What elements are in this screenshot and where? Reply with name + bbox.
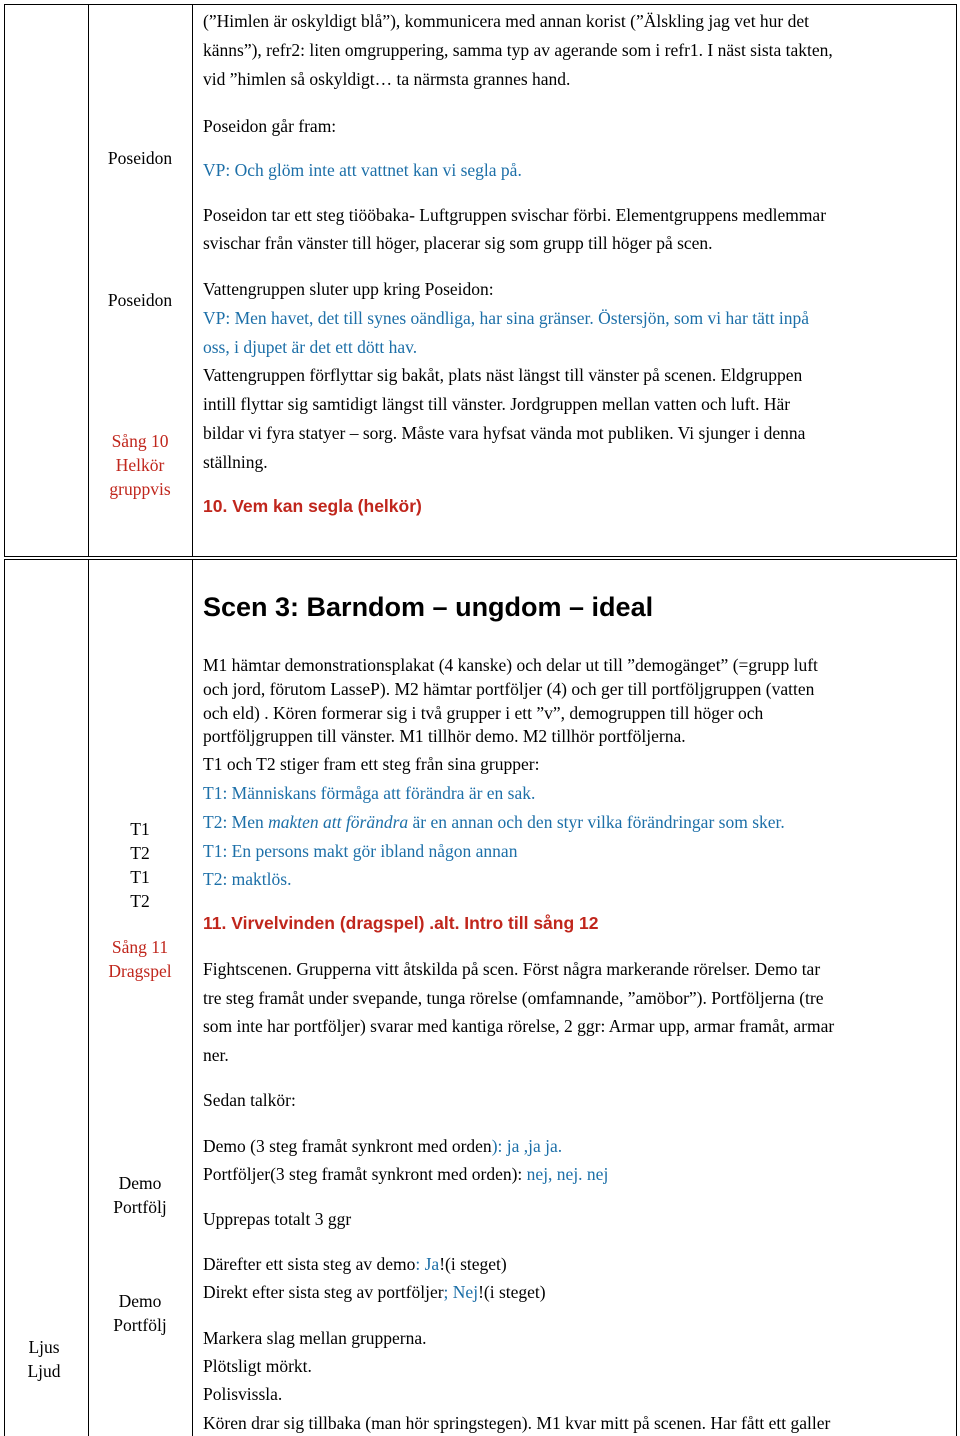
stage-direction: Poseidon tar ett steg tiööbaka- Luftgruppen svischar förbi. Elementgruppens medlemmar — [203, 205, 827, 225]
dialogue-text: T2: Men — [203, 812, 269, 832]
chant-text: Demo (3 steg framåt synkront med orden — [203, 1136, 492, 1156]
speaker-label: Poseidon — [107, 290, 173, 310]
stage-direction: Vattengruppen förflyttar sig bakåt, plats näst längst till vänster på scenen. Eldgruppen — [203, 365, 803, 385]
speaker-label: Demo — [118, 1173, 162, 1193]
stage-direction: M1 hämtar demonstrationsplakat (4 kanske) och delar ut till ”demogänget” (=grupp luft — [203, 655, 818, 675]
speaker-label: T1 — [130, 819, 150, 839]
stage-direction: intill flyttar sig samtidigt längst till vänster. Jordgruppen mellan vatten och luft. Här — [203, 394, 791, 414]
chant-text: Portföljer(3 steg framåt synkront med orden): — [203, 1164, 527, 1184]
column-divider-2 — [192, 4, 193, 557]
dialogue-line: T1: Människans förmåga att förändra är en sak. — [203, 783, 536, 803]
speaker-label: Portfölj — [113, 1197, 167, 1217]
stage-direction: tre steg framåt under svepande, tunga rörelse (omfamnande, ”amöbor”). Portföljerna (tre — [203, 988, 824, 1008]
stage-direction: Kören drar sig tillbaka (man hör springstegen). M1 kvar mitt på scenen. Har fått ett galler — [203, 1413, 831, 1433]
tech-label: Ljus — [28, 1337, 60, 1357]
song-label: gruppvis — [109, 479, 171, 499]
chant-text: Direkt efter sista steg av portföljer — [203, 1282, 444, 1302]
stage-direction: svischar från vänster till höger, placerar sig som grupp till höger på scen. — [203, 233, 713, 253]
stage-direction: och eld) . Kören formerar sig i två grupper i ett ”v”, demogruppen till höger och — [203, 703, 764, 723]
table-border-right-1 — [956, 4, 957, 557]
song-label: Dragspel — [108, 961, 172, 981]
dialogue-line: VP: Men havet, det till synes oändliga, har sina gränser. Östersjön, som vi har tätt inpå — [203, 308, 810, 328]
column-divider-4 — [192, 559, 193, 1436]
dialogue-emphasis: makten att förändra — [268, 812, 409, 832]
song-title: 11. Virvelvinden (dragspel) .alt. Intro till sång 12 — [203, 913, 599, 933]
table-border-left-1 — [4, 4, 5, 557]
stage-direction: Markera slag mellan grupperna. — [203, 1328, 427, 1348]
song-title: 10. Vem kan segla (helkör) — [203, 496, 422, 516]
stage-direction: Vattengruppen sluter upp kring Poseidon: — [203, 279, 494, 299]
chant-line — [203, 1280, 546, 1304]
tech-label: Ljud — [27, 1361, 61, 1381]
chant-words: nej, nej. nej — [526, 1164, 609, 1184]
stage-direction: ställning. — [203, 452, 268, 472]
chant-line — [203, 1252, 507, 1276]
stage-direction: vid ”himlen så oskyldigt… ta närmsta grannes hand. — [203, 69, 571, 89]
stage-direction: (”Himlen är oskyldigt blå”), kommunicera med annan korist (”Älskling jag vet hur det — [203, 11, 810, 31]
table-border-left-2 — [4, 559, 5, 1436]
chant-line — [203, 1162, 608, 1186]
stage-direction: bildar vi fyra statyer – sorg. Måste vara hyfsat vända mot publiken. Vi sjunger i denna — [203, 423, 806, 443]
chant-text: Därefter ett sista steg av demo — [203, 1254, 416, 1274]
speaker-label: Demo — [118, 1291, 162, 1311]
stage-direction: och jord, förutom LasseP). M2 hämtar portföljer (4) och ger till portföljgruppen (vatten — [203, 679, 815, 699]
stage-direction: Sedan talkör: — [203, 1090, 296, 1110]
stage-direction: ner. — [203, 1045, 229, 1065]
dialogue-line: VP: Och glöm inte att vattnet kan vi segla på. — [203, 160, 522, 180]
song-label: Helkör — [115, 455, 165, 475]
stage-direction: som inte har portföljer) svarar med kantiga rörelse, 2 ggr: Armar upp, armar framåt, armar — [203, 1016, 835, 1036]
stage-direction: känns”), refr2: liten omgruppering, samma typ av agerande som i refr1. I näst sista takten, — [203, 40, 833, 60]
table-border-top-2 — [4, 559, 957, 560]
stage-direction: Plötsligt mörkt. — [203, 1356, 312, 1376]
dialogue-line: oss, i djupet är det ett dött hav. — [203, 337, 418, 357]
table-row-divider — [4, 556, 957, 557]
stage-direction: Poseidon går fram: — [203, 116, 337, 136]
stage-direction: Upprepas totalt 3 ggr — [203, 1209, 352, 1229]
speaker-label: Poseidon — [107, 148, 173, 168]
speaker-label: T1 — [130, 867, 150, 887]
stage-direction: Polisvissla. — [203, 1384, 283, 1404]
table-border-top — [4, 4, 957, 5]
table-border-right-2 — [956, 559, 957, 1436]
song-label: Sång 10 — [111, 431, 169, 451]
chant-words: ; Nej — [443, 1282, 479, 1302]
stage-direction: portföljgruppen till vänster. M1 tillhör demo. M2 tillhör portföljerna. — [203, 726, 686, 746]
stage-direction: Fightscenen. Grupperna vitt åtskilda på scen. Först några markerande rörelser. Demo tar — [203, 959, 821, 979]
speaker-label: T2 — [130, 843, 150, 863]
dialogue-line — [203, 810, 785, 834]
chant-text: !(i steget) — [439, 1254, 507, 1274]
chant-text: !(i steget) — [478, 1282, 546, 1302]
song-label: Sång 11 — [111, 937, 169, 957]
chant-words: : Ja — [415, 1254, 440, 1274]
chant-line — [203, 1134, 562, 1158]
scene-heading: Scen 3: Barndom – ungdom – ideal — [203, 592, 654, 622]
dialogue-text: är en annan och den styr vilka förändringar som sker. — [408, 812, 785, 832]
speaker-label: T2 — [130, 891, 150, 911]
chant-words: ): ja ,ja ja. — [491, 1136, 563, 1156]
stage-direction: T1 och T2 stiger fram ett steg från sina grupper: — [203, 754, 540, 774]
dialogue-line: T1: En persons makt gör ibland någon annan — [203, 841, 518, 861]
dialogue-line: T2: maktlös. — [203, 869, 292, 889]
speaker-label: Portfölj — [113, 1315, 167, 1335]
